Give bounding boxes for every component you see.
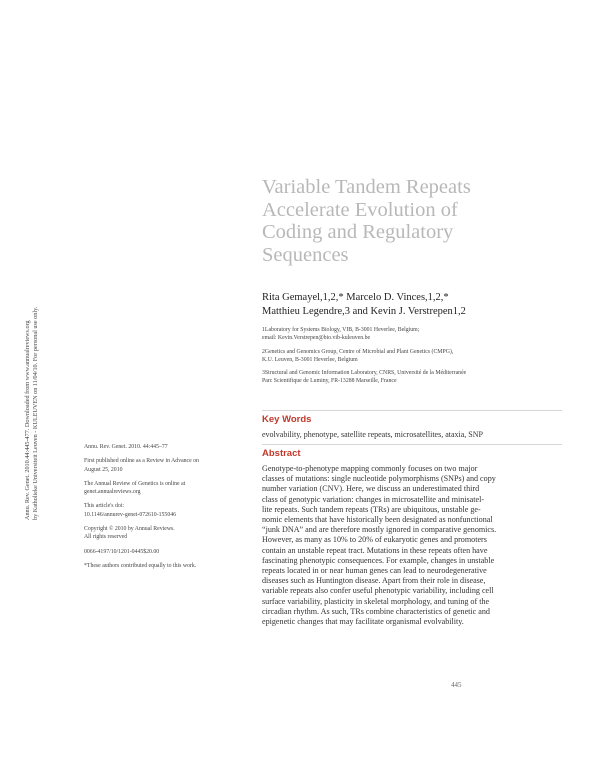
info-line: This article's doi: [84,503,125,510]
author-line: Matthieu Legendre,3 and Kevin J. Verstrepen1,2 [262,306,466,317]
title-line: Sequences [262,243,349,266]
abstract-line: variable repeats also confer useful phenotypic variability, including cell [262,586,494,596]
download-notice [24,230,40,520]
abstract-heading: Abstract [262,448,301,459]
affiliation [262,326,582,343]
abstract-line: nomic elements that have historically been designated as nonfunctional [262,515,493,525]
abstract-line: repeats located in or near human genes can lead to neurodegenerative [262,566,487,576]
title-line: Accelerate Evolution of [262,198,458,221]
abstract-line: However, as many as 10% to 20% of eukaryotic genes and promoters [262,535,487,545]
doi-link[interactable]: 10.1146/annurev-genet-072610-155046 [84,511,177,518]
abstract-line: lite repeats. Such tandem repeats (TRs) are ubiquitous, unstable ge- [262,504,481,514]
affiliation-line: 2Genetics and Genomics Group, Centre of Microbial and Plant Genetics (CMPG), [262,348,454,355]
title-line: Variable Tandem Repeats [262,176,471,198]
article-title [262,176,562,266]
abstract-line: Genotype-to-phenotype mapping commonly focuses on two major [262,464,478,473]
title-line: Coding and Regulatory [262,221,454,243]
info-line: August 25, 2010 [84,466,123,473]
abstract-line: fascinating phenotypic consequences. For example, changes in unstable [262,555,495,565]
citation [84,443,244,451]
doi-info [84,502,244,519]
affiliation [262,369,582,386]
author-list [262,291,582,319]
download-notice-line: Annu. Rev. Genet. 2010.44:445-477. Downloaded from www.annualreviews.org [24,320,31,520]
keywords: evolvability, phenotype, satellite repeats, microsatellites, ataxia, SNP [262,430,483,439]
abstract-line: “junk DNA” and are therefore mostly ignored in comparative genomics. [262,525,497,535]
download-notice-line: by Katholieke Universiteit Leuven - KULEUVEN on 11/04/10. For personal use only. [32,306,39,520]
footnote [84,562,244,570]
affiliation [262,348,582,365]
affiliation-line: 1Laboratory for Systems Biology, VIB, B-3001 Heverlee, Belgium; [262,327,420,333]
abstract-line: classes of mutations: single nucleotide polymorphisms (SNPs) and copy [262,474,496,484]
info-line: Annu. Rev. Genet. 2010. 44:445–77 [84,444,168,450]
author-line: Rita Gemayel,1,2,* Marcelo D. Vinces,1,2,* [262,292,449,303]
publication-info [84,443,244,576]
divider [262,444,562,445]
abstract-line: class of genotypic variation: changes in microsatellite and minisatel- [262,494,485,504]
publish-date [84,457,244,474]
page-number: 445 [451,681,462,689]
abstract-line: circadian rhythm. As such, TRs combine characteristics of genetic and [262,606,490,616]
info-line: Copyright © 2010 by Annual Reviews. [84,526,175,533]
journal-url-link[interactable]: genet.annualreviews.org [84,489,141,496]
info-line: *These authors contributed equally to this work. [84,562,197,569]
affiliation-email: email: Kevin.Verstrepen@bio.vib-kuleuven.be [262,335,371,342]
issn [84,548,244,556]
affiliation-line: Parc Scientifique de Luminy, FR-13288 Marseille, France [262,378,397,385]
online-info [84,480,244,497]
affiliations [262,326,582,391]
abstract-line: diseases such as Huntington disease. Apart from their role in disease, [262,576,486,586]
abstract-line: surface variability, plasticity in skeletal morphology, and tuning of the [262,596,490,606]
keywords-heading: Key Words [262,414,312,425]
abstract-line: contain an unstable repeat tract. Mutations in these repeats often have [262,545,488,555]
abstract-line: number variation (CNV). Here, we discuss an underestimated third [262,484,480,494]
copyright [84,525,244,542]
info-line: All rights reserved [84,534,128,541]
info-line: The Annual Review of Genetics is online at [84,480,186,487]
info-line: 0066-4197/10/1201-0445$20.00 [84,548,160,555]
divider [262,410,562,411]
affiliation-line: K.U. Leuven, B-3001 Heverlee, Belgium [262,356,358,363]
abstract-line: epigenetic changes that may facilitate organismal evolvability. [262,617,464,627]
abstract-body [262,464,562,627]
affiliation-line: 3Structural and Genomic Information Laboratory, CNRS, Université de la Méditerranée [262,370,467,377]
info-line: First published online as a Review in Advance on [84,458,199,465]
